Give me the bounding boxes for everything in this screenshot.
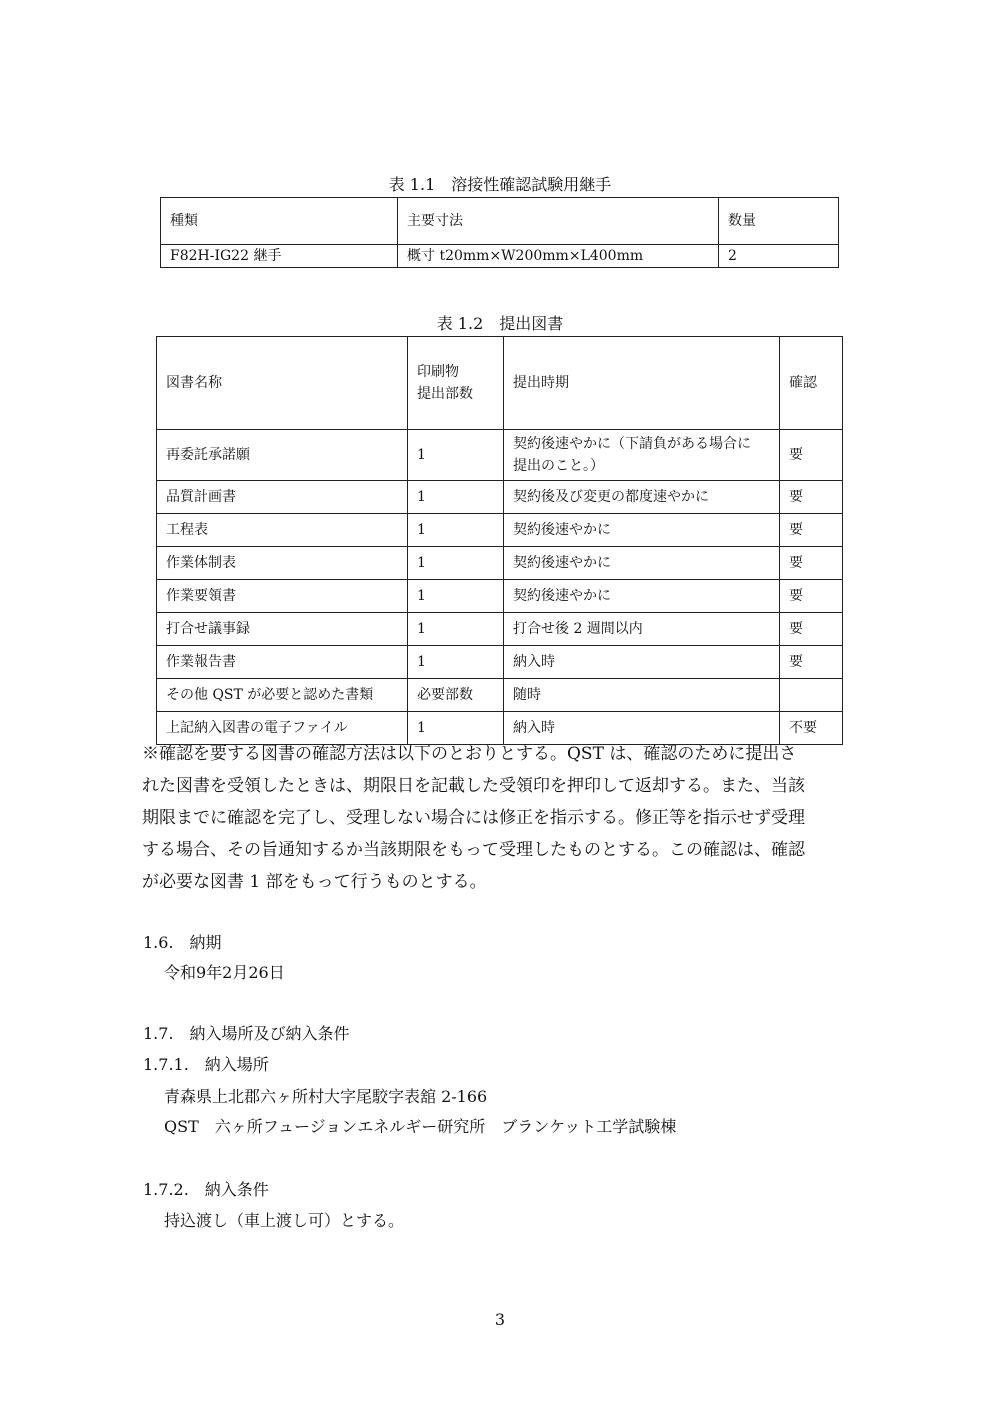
table1-caption: 表 1.1 溶接性確認試験用継手 xyxy=(388,175,612,194)
table2-header-confirm: 確認 xyxy=(780,337,843,430)
table2-cell: 要 xyxy=(780,613,843,646)
table1-header-type: 種類 xyxy=(161,198,398,245)
table2-cell: 作業報告書 xyxy=(157,646,408,679)
cell-line: 契約後速やかに（下請負がある場合に xyxy=(513,436,751,452)
table2-cell: 契約後及び変更の都度速やかに xyxy=(504,481,780,514)
table2-cell: 打合せ後 2 週間以内 xyxy=(504,613,780,646)
table2-cell: 要 xyxy=(780,430,843,481)
table1-cell: 概寸 t20mm×W200mm×L400mm xyxy=(398,245,719,268)
table2-cell xyxy=(504,430,780,481)
section-1-7-heading: 1.7. 納入場所及び納入条件 xyxy=(143,1024,350,1043)
table2-cell: その他 QST が必要と認めた書類 xyxy=(157,679,408,712)
table2-cell: 1 xyxy=(408,514,504,547)
table2-cell: 契約後速やかに xyxy=(504,580,780,613)
table1-header-quantity: 数量 xyxy=(719,198,839,245)
table-row xyxy=(157,580,843,613)
header-line: 提出部数 xyxy=(417,386,473,402)
table-row xyxy=(157,679,843,712)
section-1-7-2-heading: 1.7.2. 納入条件 xyxy=(143,1180,269,1199)
note-line: ※確認を要する図書の確認方法は以下のとおりとする。QST は、確認のために提出さ xyxy=(142,744,797,764)
table-row xyxy=(157,547,843,580)
table2-cell: 必要部数 xyxy=(408,679,504,712)
table1-cell: F82H-IG22 継手 xyxy=(161,245,398,268)
table-row xyxy=(157,514,843,547)
table2 xyxy=(156,336,843,745)
table2-caption: 表 1.2 提出図書 xyxy=(436,314,564,333)
table2-cell: 要 xyxy=(780,514,843,547)
header-line: 印刷物 xyxy=(417,364,459,380)
page-number: 3 xyxy=(494,1310,506,1329)
table2-cell: 納入時 xyxy=(504,646,780,679)
cell-line: 提出のこと。） xyxy=(513,458,604,474)
note-line: が必要な図書 1 部をもって行うものとする。 xyxy=(142,872,487,892)
table2-cell: 品質計画書 xyxy=(157,481,408,514)
confirmation-note xyxy=(142,738,862,898)
table2-header-name: 図書名称 xyxy=(157,337,408,430)
note-line: する場合、その旨通知するか当該期限をもって受理したものとする。この確認は、確認 xyxy=(142,840,805,860)
section-1-7-1-heading: 1.7.1. 納入場所 xyxy=(143,1055,269,1074)
table2-cell: 要 xyxy=(780,481,843,514)
table2-cell: 要 xyxy=(780,547,843,580)
table2-cell: 要 xyxy=(780,646,843,679)
note-line: れた図書を受領したときは、期限日を記載した受領印を押印して返却する。また、当該 xyxy=(142,776,805,796)
table2-cell: 1 xyxy=(408,613,504,646)
table-row xyxy=(157,481,843,514)
note-line: 期限までに確認を完了し、受理しない場合には修正を指示する。修正等を指示せず受理 xyxy=(142,808,805,828)
delivery-address: 青森県上北郡六ヶ所村大字尾駮字表舘 2-166 xyxy=(164,1087,488,1106)
table2-header-timing: 提出時期 xyxy=(504,337,780,430)
table2-header-copies xyxy=(408,337,504,430)
table2-cell: 再委託承諾願 xyxy=(157,430,408,481)
table2-cell: 随時 xyxy=(504,679,780,712)
delivery-facility: QST 六ヶ所フュージョンエネルギー研究所 ブランケット工学試験棟 xyxy=(164,1117,677,1136)
table-row xyxy=(157,646,843,679)
table-header-row xyxy=(161,198,839,245)
table2-cell: 1 xyxy=(408,712,504,745)
table1 xyxy=(160,197,839,268)
table2-cell: 要 xyxy=(780,580,843,613)
table2-cell: 契約後速やかに xyxy=(504,547,780,580)
delivery-condition: 持込渡し（車上渡し可）とする。 xyxy=(164,1211,405,1230)
table-row xyxy=(157,430,843,481)
table2-cell: 作業体制表 xyxy=(157,547,408,580)
table2-cell: 1 xyxy=(408,580,504,613)
table2-cell: 打合せ議事録 xyxy=(157,613,408,646)
table-row xyxy=(161,245,839,268)
table2-cell: 1 xyxy=(408,430,504,481)
table2-cell: 不要 xyxy=(780,712,843,745)
table2-cell: 1 xyxy=(408,646,504,679)
table2-cell: 納入時 xyxy=(504,712,780,745)
table2-cell: 工程表 xyxy=(157,514,408,547)
table2-cell: 作業要領書 xyxy=(157,580,408,613)
table2-cell: 1 xyxy=(408,481,504,514)
table-row xyxy=(157,613,843,646)
table1-header-dimensions: 主要寸法 xyxy=(398,198,719,245)
delivery-date: 令和9年2月26日 xyxy=(164,963,285,982)
table2-cell: 1 xyxy=(408,547,504,580)
table2-cell: 契約後速やかに xyxy=(504,514,780,547)
table-header-row xyxy=(157,337,843,430)
table2-cell xyxy=(780,679,843,712)
table2-cell: 上記納入図書の電子ファイル xyxy=(157,712,408,745)
table1-cell: 2 xyxy=(719,245,839,268)
section-1-6-heading: 1.6. 納期 xyxy=(143,933,222,952)
